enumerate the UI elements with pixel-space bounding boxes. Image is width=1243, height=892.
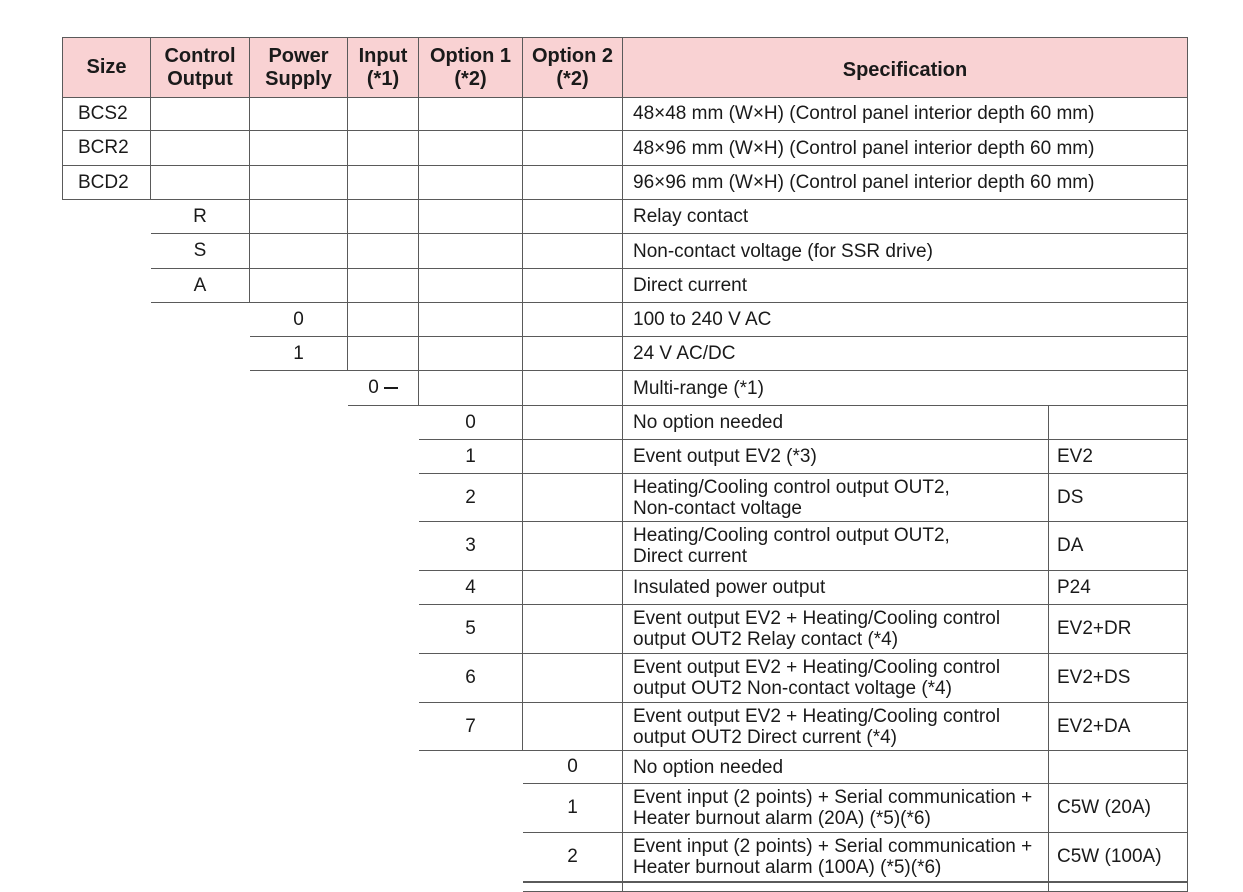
empty-cell [523,303,623,337]
option-1-suffix: DA [1057,535,1084,556]
option-1-suffix-cell [1049,703,1188,751]
option-1-code: 7 [465,715,476,737]
control-output-spec-cell [623,200,1188,234]
size-code-cell [62,97,151,131]
option-1-code-cell [419,605,523,654]
size-code: BCR2 [78,137,129,158]
size-spec-text: 48×48 mm (W×H) (Control panel interior depth 60 mm) [633,103,1095,124]
size-code-cell [62,166,151,200]
option-2-code: 2 [567,846,578,867]
empty-cell [250,234,348,269]
control-output-spec-text: Direct current [633,275,748,296]
option-1-spec-text: output OUT2 Direct current (*4) [633,726,897,748]
option-1-suffix: DS [1057,486,1084,508]
option-1-spec-cell [623,522,1049,571]
empty-cell [348,200,419,234]
option-1-suffix: EV2+DR [1057,618,1132,639]
option-1-suffix: EV2+DA [1057,715,1131,737]
option-1-spec-cell [623,440,1049,474]
option-1-spec-cell [623,571,1049,605]
empty-cell [348,166,419,200]
size-code-cell [62,131,151,166]
power-supply-code-cell [250,337,348,371]
header-option-1-line: (*2) [454,67,487,90]
header-size-line: Size [86,56,127,78]
size-code: BCS2 [78,102,128,124]
header-input [348,37,419,98]
empty-cell [250,97,348,131]
empty-cell [250,200,348,234]
control-output-spec-text: Non-contact voltage (for SSR drive) [633,240,933,262]
empty-cell [419,269,523,303]
input-spec-text: Multi-range (*1) [633,377,764,399]
option-2-spec-text: Heater burnout alarm (20A) (*5)(*6) [633,808,931,829]
option-2-code: 1 [567,797,578,818]
option-2-partial-row [523,882,623,892]
option-1-code: 0 [465,411,476,433]
input-code-cell [348,371,419,406]
header-option-2-line: Option 2 [531,44,614,67]
option-2-spec-cell [623,751,1049,784]
option-1-spec-text: Direct current [633,546,748,567]
size-spec-text: 48×96 mm (W×H) (Control panel interior depth 60 mm) [633,137,1095,159]
row-divider [523,881,1188,883]
empty-cell [419,97,523,131]
empty-cell [348,337,419,371]
option-1-spec-text: Heating/Cooling control output OUT2, [633,525,950,546]
option-1-spec-cell [623,605,1049,654]
option-2-spec-text: Heater burnout alarm (100A) (*5)(*6) [633,857,942,878]
option-2-spec-cell [623,784,1049,833]
empty-cell [523,522,623,571]
control-output-code-cell [151,234,250,269]
option-1-code-cell [419,406,523,440]
option-1-spec-text: Heating/Cooling control output OUT2, [633,476,950,498]
empty-cell [523,131,623,166]
control-output-spec-text: Relay contact [633,206,749,227]
option-1-code-cell [419,440,523,474]
power-supply-spec-cell [623,337,1188,371]
empty-cell [419,200,523,234]
empty-cell [250,131,348,166]
option-1-code-cell [419,522,523,571]
empty-cell [523,166,623,200]
empty-cell [523,571,623,605]
option-1-code-cell [419,571,523,605]
option-2-code-cell [523,833,623,882]
option-2-suffix-cell [1049,784,1188,833]
option-1-spec-text: Event output EV2 + Heating/Cooling control [633,705,1001,727]
option-2-spec-text: Event input (2 points) + Serial communication + [633,787,1033,808]
header-option-2 [523,37,623,98]
option-1-code: 6 [465,667,476,688]
empty-cell [151,97,250,131]
empty-cell [419,371,523,406]
empty-cell [523,654,623,703]
option-1-suffix: P24 [1057,576,1091,598]
size-spec-text: 96×96 mm (W×H) (Control panel interior depth 60 mm) [633,172,1095,193]
control-output-code: A [193,274,207,296]
option-2-spec-text: No option needed [633,756,784,778]
power-supply-code: 1 [293,342,304,364]
option-1-code: 2 [465,486,476,508]
option-1-suffix-cell [1049,654,1188,703]
option-1-suffix: EV2 [1057,445,1093,467]
option-1-spec-text: Non-contact voltage [633,497,802,519]
option-2-spec-text: Event input (2 points) + Serial communication + [633,836,1033,857]
option-2-partial-row [1049,882,1188,892]
empty-cell [523,200,623,234]
empty-cell [419,166,523,200]
control-output-code-cell [151,269,250,303]
header-control-output-line: Output [167,67,233,90]
input-code: 0 [368,377,379,398]
control-output-spec-cell [623,269,1188,303]
control-output-code-cell [151,200,250,234]
control-output-code: R [193,205,207,227]
option-1-suffix-cell [1049,522,1188,571]
option-1-spec-cell [623,474,1049,522]
header-power-supply-line: Power [268,44,329,67]
option-2-suffix-cell [1049,833,1188,882]
empty-cell [523,97,623,131]
option-1-spec-text: output OUT2 Non-contact voltage (*4) [633,678,952,699]
option-1-code-cell [419,703,523,751]
option-2-spec-cell [623,833,1049,882]
empty-cell [348,234,419,269]
empty-cell [419,337,523,371]
header-input-line: (*1) [366,67,400,90]
option-1-suffix: EV2+DS [1057,667,1131,688]
option-1-spec-cell [623,654,1049,703]
option-1-spec-text: No option needed [633,412,784,433]
empty-cell [523,703,623,751]
empty-cell [348,131,419,166]
empty-cell [419,234,523,269]
input-spec-cell [623,371,1188,406]
size-code: BCD2 [78,171,129,193]
option-1-code-cell [419,654,523,703]
size-spec-cell [623,97,1188,131]
option-1-code: 4 [465,576,476,598]
option-2-code-cell [523,751,623,784]
header-power-supply-line: Supply [265,67,332,90]
option-2-suffix: C5W (20A) [1057,797,1151,818]
option-1-code-cell [419,474,523,522]
option-1-suffix-cell [1049,440,1188,474]
empty-cell [151,131,250,166]
header-control-output-line: Control [164,44,236,67]
empty-cell [523,440,623,474]
option-1-suffix-cell [1049,571,1188,605]
option-1-code: 5 [465,618,476,639]
header-input-line: Input [358,44,408,67]
dash-mark [384,387,398,389]
empty-cell [151,166,250,200]
empty-cell [419,131,523,166]
header-power-supply [250,37,348,98]
power-supply-spec-text: 24 V AC/DC [633,343,736,364]
option-1-spec-text: Event output EV2 (*3) [633,446,817,467]
empty-cell [250,166,348,200]
option-2-suffix-cell [1049,751,1188,784]
empty-cell [348,269,419,303]
empty-cell [523,234,623,269]
header-specification-line: Specification [842,59,968,81]
size-spec-cell [623,166,1188,200]
empty-cell [523,605,623,654]
header-specification [623,37,1188,98]
empty-cell [250,269,348,303]
header-option-1-line: Option 1 [429,44,512,67]
option-2-code-cell [523,784,623,833]
option-1-suffix-cell [1049,406,1188,440]
option-1-spec-cell [623,703,1049,751]
empty-cell [348,97,419,131]
option-1-spec-text: Event output EV2 + Heating/Cooling control [633,608,1001,629]
header-option-2-line: (*2) [556,67,589,90]
option-1-code: 1 [465,445,476,467]
power-supply-code: 0 [293,308,304,330]
empty-cell [523,474,623,522]
empty-cell [523,269,623,303]
empty-cell [523,406,623,440]
option-1-code: 3 [465,535,476,556]
power-supply-code-cell [250,303,348,337]
option-1-spec-text: output OUT2 Relay contact (*4) [633,629,899,650]
empty-cell [348,303,419,337]
option-1-suffix-cell [1049,605,1188,654]
empty-cell [523,337,623,371]
size-spec-cell [623,131,1188,166]
option-2-code: 0 [567,756,578,777]
option-2-suffix: C5W (100A) [1057,846,1162,867]
empty-cell [523,371,623,406]
power-supply-spec-cell [623,303,1188,337]
option-1-spec-cell [623,406,1049,440]
header-control-output [151,37,250,98]
option-1-spec-text: Insulated power output [633,577,826,598]
option-1-spec-text: Event output EV2 + Heating/Cooling control [633,657,1001,678]
power-supply-spec-text: 100 to 240 V AC [633,309,772,330]
control-output-code: S [193,240,207,261]
option-1-suffix-cell [1049,474,1188,522]
control-output-spec-cell [623,234,1188,269]
option-2-partial-row [623,882,1049,892]
header-size [62,37,151,98]
header-option-1 [419,37,523,98]
empty-cell [419,303,523,337]
